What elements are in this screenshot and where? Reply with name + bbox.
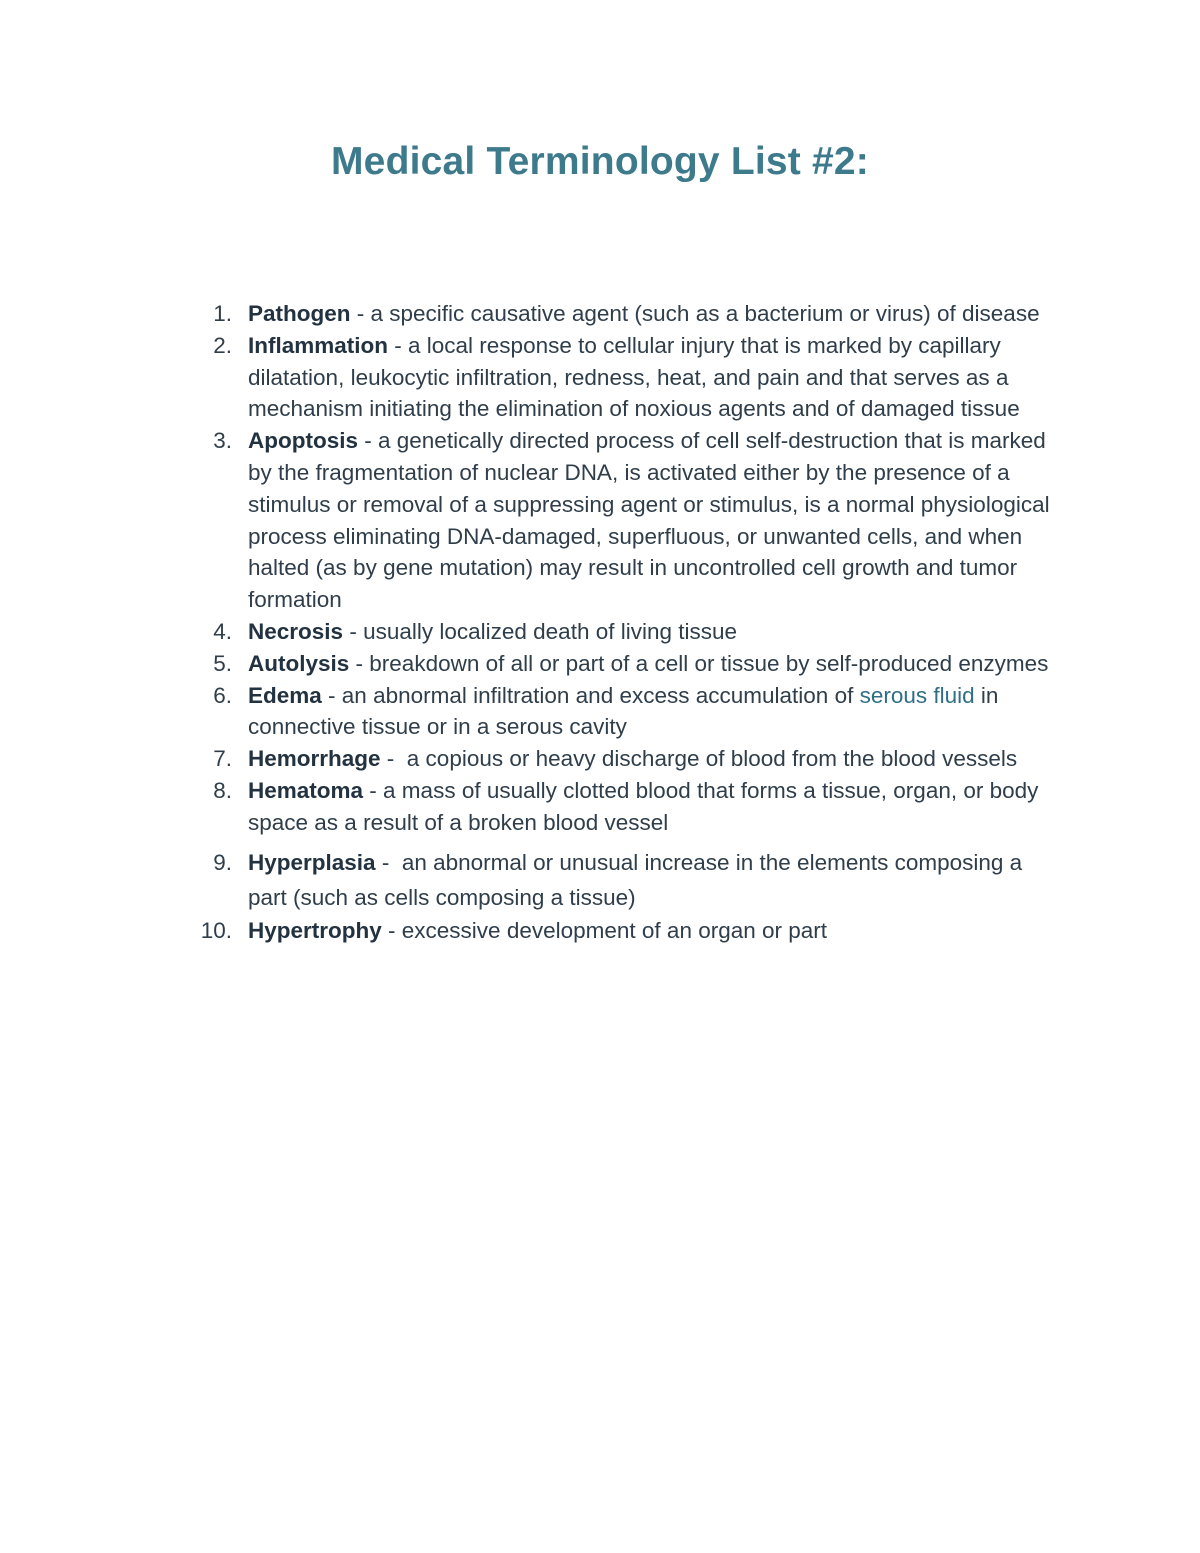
term-hyperplasia: Hyperplasia	[248, 849, 376, 875]
definition-autolysis: breakdown of all or part of a cell or tissue by self-produced enzymes	[369, 650, 1049, 676]
term-separator: -	[388, 332, 409, 358]
serous-fluid-link[interactable]: serous fluid	[859, 682, 975, 708]
term-separator: -	[375, 849, 402, 875]
list-item-apoptosis	[213, 425, 1063, 616]
term-apoptosis: Apoptosis	[248, 428, 358, 454]
page-title: Medical Terminology List #2:	[331, 140, 869, 183]
term-separator: -	[358, 428, 378, 454]
term-separator: -	[343, 618, 364, 644]
term-necrosis: Necrosis	[248, 618, 344, 644]
list-item-autolysis	[213, 648, 1063, 680]
list-item-hematoma	[213, 775, 1063, 839]
list-item-hypertrophy	[200, 915, 1063, 947]
term-hemorrhage: Hemorrhage	[248, 746, 381, 772]
term-separator: -	[380, 746, 407, 772]
list-item-edema	[213, 680, 1063, 744]
item-number: 2.	[213, 332, 232, 358]
term-hematoma: Hematoma	[248, 777, 364, 803]
term-pathogen: Pathogen	[248, 301, 351, 326]
list-item-hemorrhage	[213, 743, 1063, 775]
item-number: 4.	[213, 618, 232, 644]
definition-hypertrophy: excessive development of an organ or part	[401, 917, 828, 943]
item-number: 5.	[213, 650, 232, 676]
definition-hematoma: a mass of usually clotted blood that forms a tissue, organ, or body space as a result of a broken blood vessel	[248, 777, 1039, 835]
list-item-pathogen	[213, 298, 1063, 330]
list-item-inflammation	[213, 330, 1063, 425]
term-separator: -	[381, 917, 402, 943]
definition-hemorrhage: a copious or heavy discharge of blood from the blood vessels	[406, 746, 1018, 772]
item-number: 9.	[213, 849, 232, 875]
term-hypertrophy: Hypertrophy	[248, 917, 382, 943]
definition-edema-part-1: an abnormal infiltration and excess accumulation of	[341, 682, 860, 708]
item-number: 8.	[213, 777, 232, 803]
item-number: 10.	[200, 917, 232, 943]
definition-inflammation: a local response to cellular injury that is marked by capillary dilatation, leukocytic infiltration, redness, heat, and pain and that serves as a mechanism initiating the elimination of noxious agents and of damaged tissue	[248, 332, 1020, 422]
item-number: 3.	[213, 428, 232, 454]
list-item-hyperplasia	[213, 845, 1063, 915]
definition-pathogen: a specific causative agent (such as a bacterium or virus) of disease	[370, 301, 1040, 326]
term-separator: -	[349, 650, 370, 676]
item-number: 7.	[213, 746, 232, 772]
definition-apoptosis: a genetically directed process of cell self-destruction that is marked by the fragmentation of nuclear DNA, is activated either by the presence of a stimulus or removal of a suppressing agent or stimulus, is a normal physiological process eliminating DNA-damaged, superfluous, or unwanted cells, and when halted (as by gene mutation) may result in uncontrolled cell growth and tumor formation	[248, 428, 1050, 613]
definition-necrosis: usually localized death of living tissue	[363, 618, 738, 644]
terminology-list	[200, 298, 1063, 946]
term-autolysis: Autolysis	[248, 650, 350, 676]
list-item-necrosis	[213, 616, 1063, 648]
definition-edema-part-2: in connective tissue or in a serous cavity	[248, 682, 999, 740]
item-number: 1.	[213, 301, 232, 326]
definition-hyperplasia: an abnormal or unusual increase in the elements composing a part (such as cells composing a tissue)	[248, 849, 1023, 910]
term-separator: -	[363, 777, 384, 803]
item-number: 6.	[213, 682, 232, 708]
term-separator: -	[350, 301, 371, 326]
term-separator: -	[321, 682, 342, 708]
term-edema: Edema	[248, 682, 322, 708]
term-inflammation: Inflammation	[248, 332, 389, 358]
